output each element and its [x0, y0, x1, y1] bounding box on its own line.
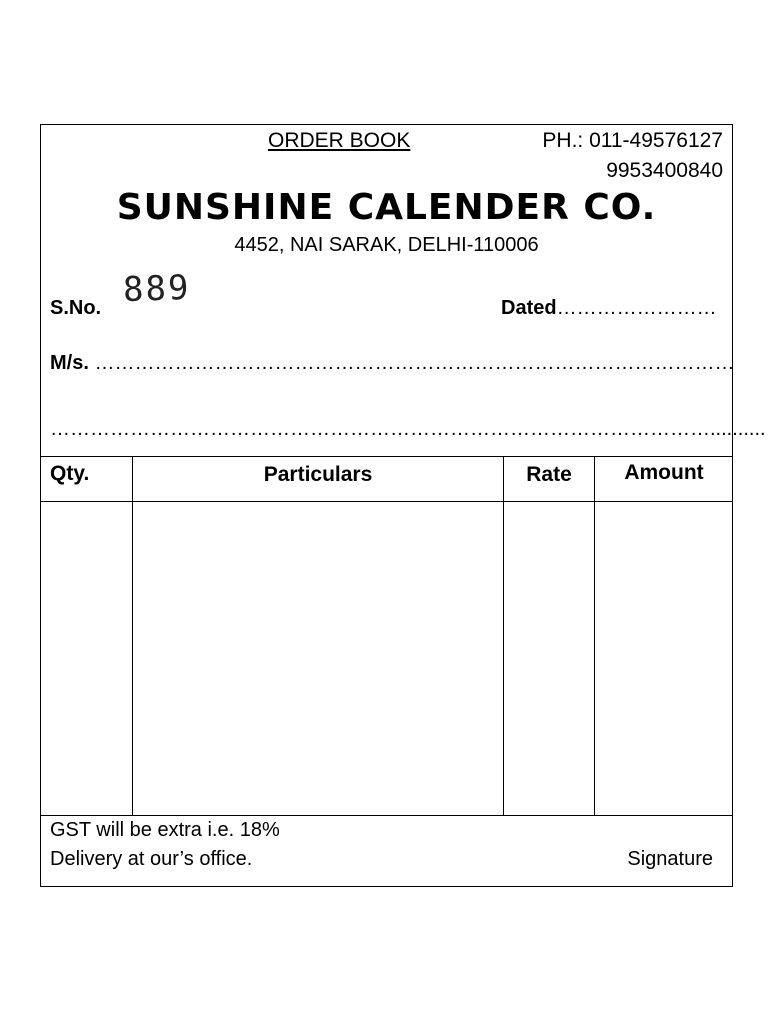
column-header-amount: Amount — [624, 461, 704, 484]
table-header-border — [41, 501, 732, 502]
column-divider-3 — [594, 456, 595, 815]
dated-field — [501, 297, 717, 320]
address-blank-line: ……………………………………………………………………………………….......... — [50, 418, 766, 440]
ms-field — [50, 352, 734, 375]
serial-number-label: S.No. — [50, 297, 102, 319]
dated-blank: …………………… — [556, 297, 717, 319]
dated-label: Dated — [501, 297, 557, 319]
ms-blank: …………………………………………………………………………………… — [88, 352, 735, 374]
order-form — [40, 124, 766, 887]
order-book-heading: ORDER BOOK — [268, 129, 411, 152]
serial-number-stamp: 889 — [122, 267, 192, 311]
column-header-qty: Qty. — [50, 462, 90, 485]
company-name: SUNSHINE CALENDER CO. — [116, 187, 657, 228]
column-header-rate: Rate — [526, 463, 572, 486]
phone-number-1: PH.: 011-49576127 — [542, 129, 723, 152]
table-top-border — [41, 456, 732, 457]
gst-note: GST will be extra i.e. 18% — [50, 819, 280, 841]
phone-number-2: 9953400840 — [606, 159, 723, 182]
column-header-particulars: Particulars — [263, 463, 373, 486]
ms-label: M/s. — [50, 352, 89, 374]
column-divider-2 — [503, 456, 504, 815]
column-divider-1 — [132, 456, 133, 815]
table-bottom-border — [41, 815, 732, 816]
delivery-note: Delivery at our’s office. — [50, 848, 253, 870]
company-address: 4452, NAI SARAK, DELHI-110006 — [234, 234, 539, 256]
signature-label: Signature — [627, 848, 713, 870]
